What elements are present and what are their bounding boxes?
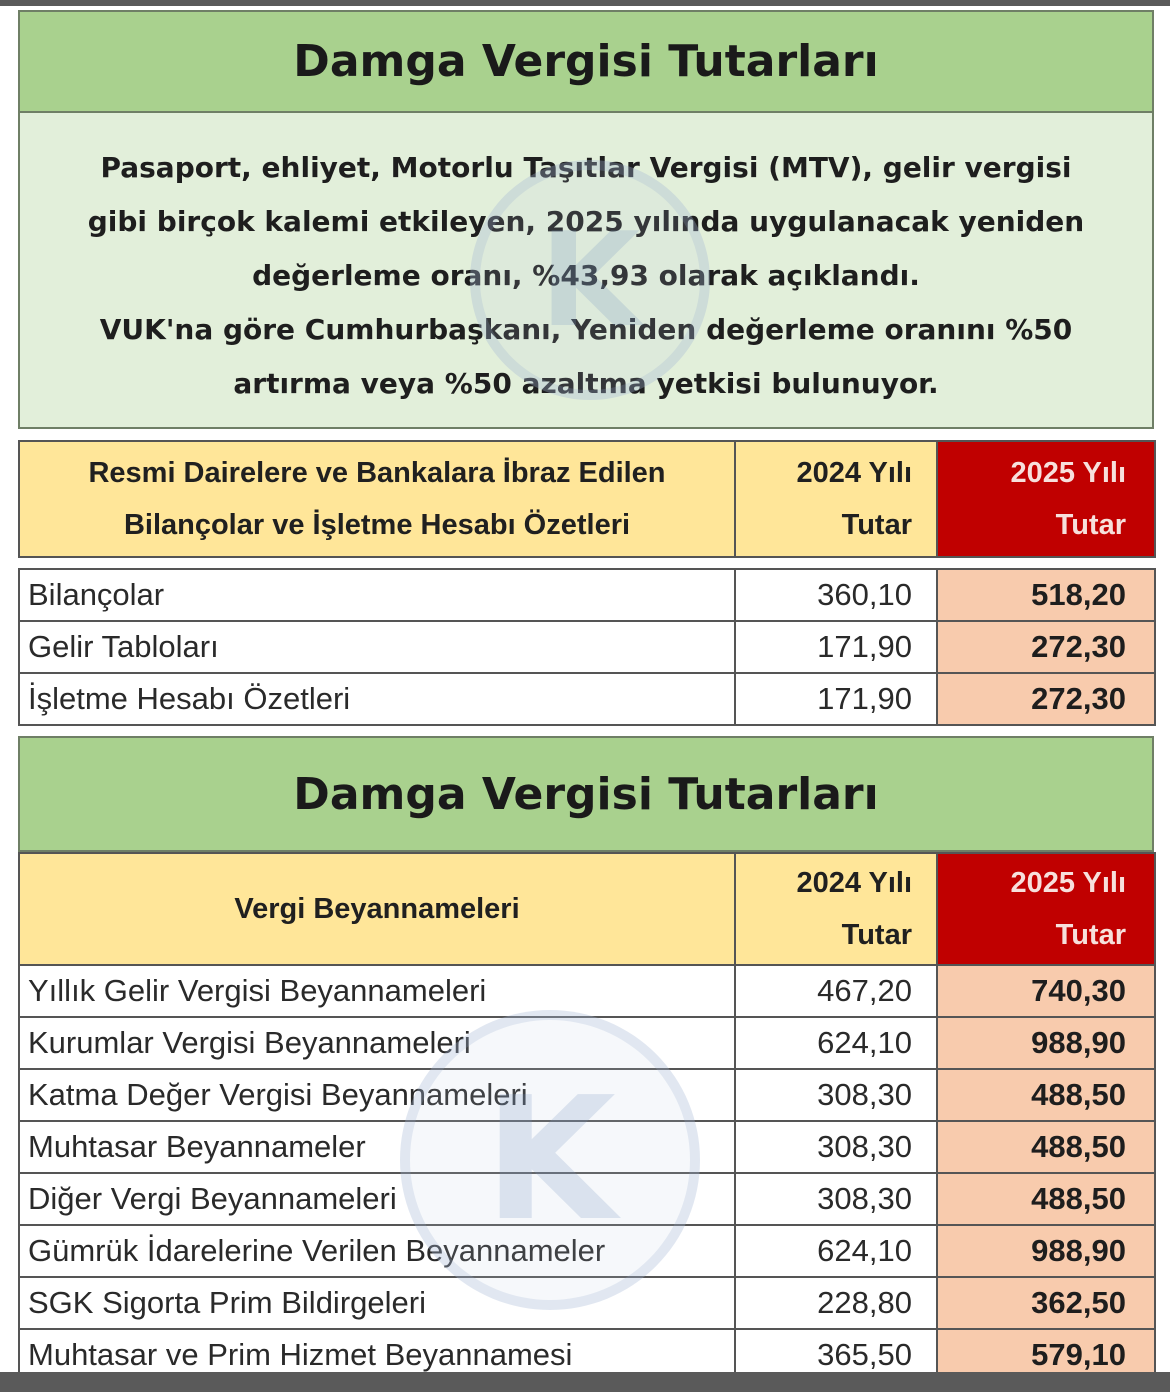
header-2025 <box>937 441 1155 557</box>
row-value-2024: 308,30 <box>735 1173 937 1225</box>
row-value-2025: 988,90 <box>937 1017 1155 1069</box>
section-title: Damga Vergisi Tutarları <box>18 736 1154 852</box>
row-value-2024: 308,30 <box>735 1069 937 1121</box>
table-row <box>19 1069 1155 1121</box>
header-line: 2025 Yılı <box>1010 867 1126 899</box>
row-label: Yıllık Gelir Vergisi Beyannameleri <box>19 965 735 1017</box>
row-value-2025: 488,50 <box>937 1069 1155 1121</box>
intro-line: Pasaport, ehliyet, Motorlu Taşıtlar Vergisi (MTV), gelir vergisi <box>100 151 1072 184</box>
row-value-2025: 740,30 <box>937 965 1155 1017</box>
row-value-2025: 362,50 <box>937 1277 1155 1329</box>
table-row <box>19 1225 1155 1277</box>
header-description: Vergi Beyannameleri <box>19 853 735 965</box>
header-line: Tutar <box>841 509 912 541</box>
table-row <box>19 1277 1155 1329</box>
header-line: Resmi Dairelere ve Bankalara İbraz Edilen <box>88 457 666 489</box>
header-line: 2025 Yılı <box>1010 457 1126 489</box>
row-value-2025: 988,90 <box>937 1225 1155 1277</box>
header-2024 <box>735 441 937 557</box>
row-value-2024: 171,90 <box>735 673 937 725</box>
row-label: Kurumlar Vergisi Beyannameleri <box>19 1017 735 1069</box>
header-line: 2024 Yılı <box>796 457 912 489</box>
intro-line: değerleme oranı, %43,93 olarak açıklandı. <box>252 259 920 292</box>
k-logo-icon: K <box>470 160 710 400</box>
row-value-2024: 228,80 <box>735 1277 937 1329</box>
header-2024 <box>735 853 937 965</box>
row-label: Diğer Vergi Beyannameleri <box>19 1173 735 1225</box>
intro-line: artırma veya %50 azaltma yetkisi bulunuyor. <box>233 367 939 400</box>
header-2025 <box>937 853 1155 965</box>
table-row <box>19 569 1155 621</box>
row-label: Gümrük İdarelerine Verilen Beyannameler <box>19 1225 735 1277</box>
header-line: Bilançolar ve İşletme Hesabı Özetleri <box>123 509 631 541</box>
intro-paragraph <box>18 113 1154 429</box>
row-value-2024: 171,90 <box>735 621 937 673</box>
row-value-2024: 624,10 <box>735 1017 937 1069</box>
table-row <box>19 1173 1155 1225</box>
table-row <box>19 965 1155 1017</box>
tax-returns-table <box>18 852 1156 1382</box>
header-line: Tutar <box>1055 509 1126 541</box>
table-row <box>19 1121 1155 1173</box>
row-label: SGK Sigorta Prim Bildirgeleri <box>19 1277 735 1329</box>
row-value-2025: 272,30 <box>937 621 1155 673</box>
table-row <box>19 1017 1155 1069</box>
row-label: Bilançolar <box>19 569 735 621</box>
table-row <box>19 673 1155 725</box>
row-value-2025: 579,10 <box>937 1329 1155 1381</box>
table-row <box>19 621 1155 673</box>
header-line: 2024 Yılı <box>796 867 912 899</box>
row-label: Muhtasar Beyannameler <box>19 1121 735 1173</box>
row-value-2024: 624,10 <box>735 1225 937 1277</box>
balance-sheet-table-header <box>18 440 1156 558</box>
row-value-2025: 488,50 <box>937 1173 1155 1225</box>
header-description <box>19 441 735 557</box>
header-line: Tutar <box>1055 919 1126 951</box>
row-value-2024: 360,10 <box>735 569 937 621</box>
top-edge-strip <box>0 0 1170 6</box>
row-value-2024: 467,20 <box>735 965 937 1017</box>
row-label: İşletme Hesabı Özetleri <box>19 673 735 725</box>
row-label: Muhtasar ve Prim Hizmet Beyannamesi <box>19 1329 735 1381</box>
k-logo-icon: K <box>400 1010 700 1310</box>
header-line: Tutar <box>841 919 912 951</box>
row-value-2025: 518,20 <box>937 569 1155 621</box>
intro-line: VUK'na göre Cumhurbaşkanı, Yeniden değerleme oranını %50 <box>99 313 1073 346</box>
row-value-2025: 272,30 <box>937 673 1155 725</box>
bottom-edge-strip <box>0 1372 1170 1392</box>
balance-sheet-table <box>18 568 1156 726</box>
table-header-row <box>19 853 1155 965</box>
row-value-2024: 365,50 <box>735 1329 937 1381</box>
row-value-2024: 308,30 <box>735 1121 937 1173</box>
section-title: Damga Vergisi Tutarları <box>18 10 1154 113</box>
intro-line: gibi birçok kalemi etkileyen, 2025 yılında uygulanacak yeniden <box>87 205 1085 238</box>
row-value-2025: 488,50 <box>937 1121 1155 1173</box>
row-label: Katma Değer Vergisi Beyannameleri <box>19 1069 735 1121</box>
row-label: Gelir Tabloları <box>19 621 735 673</box>
